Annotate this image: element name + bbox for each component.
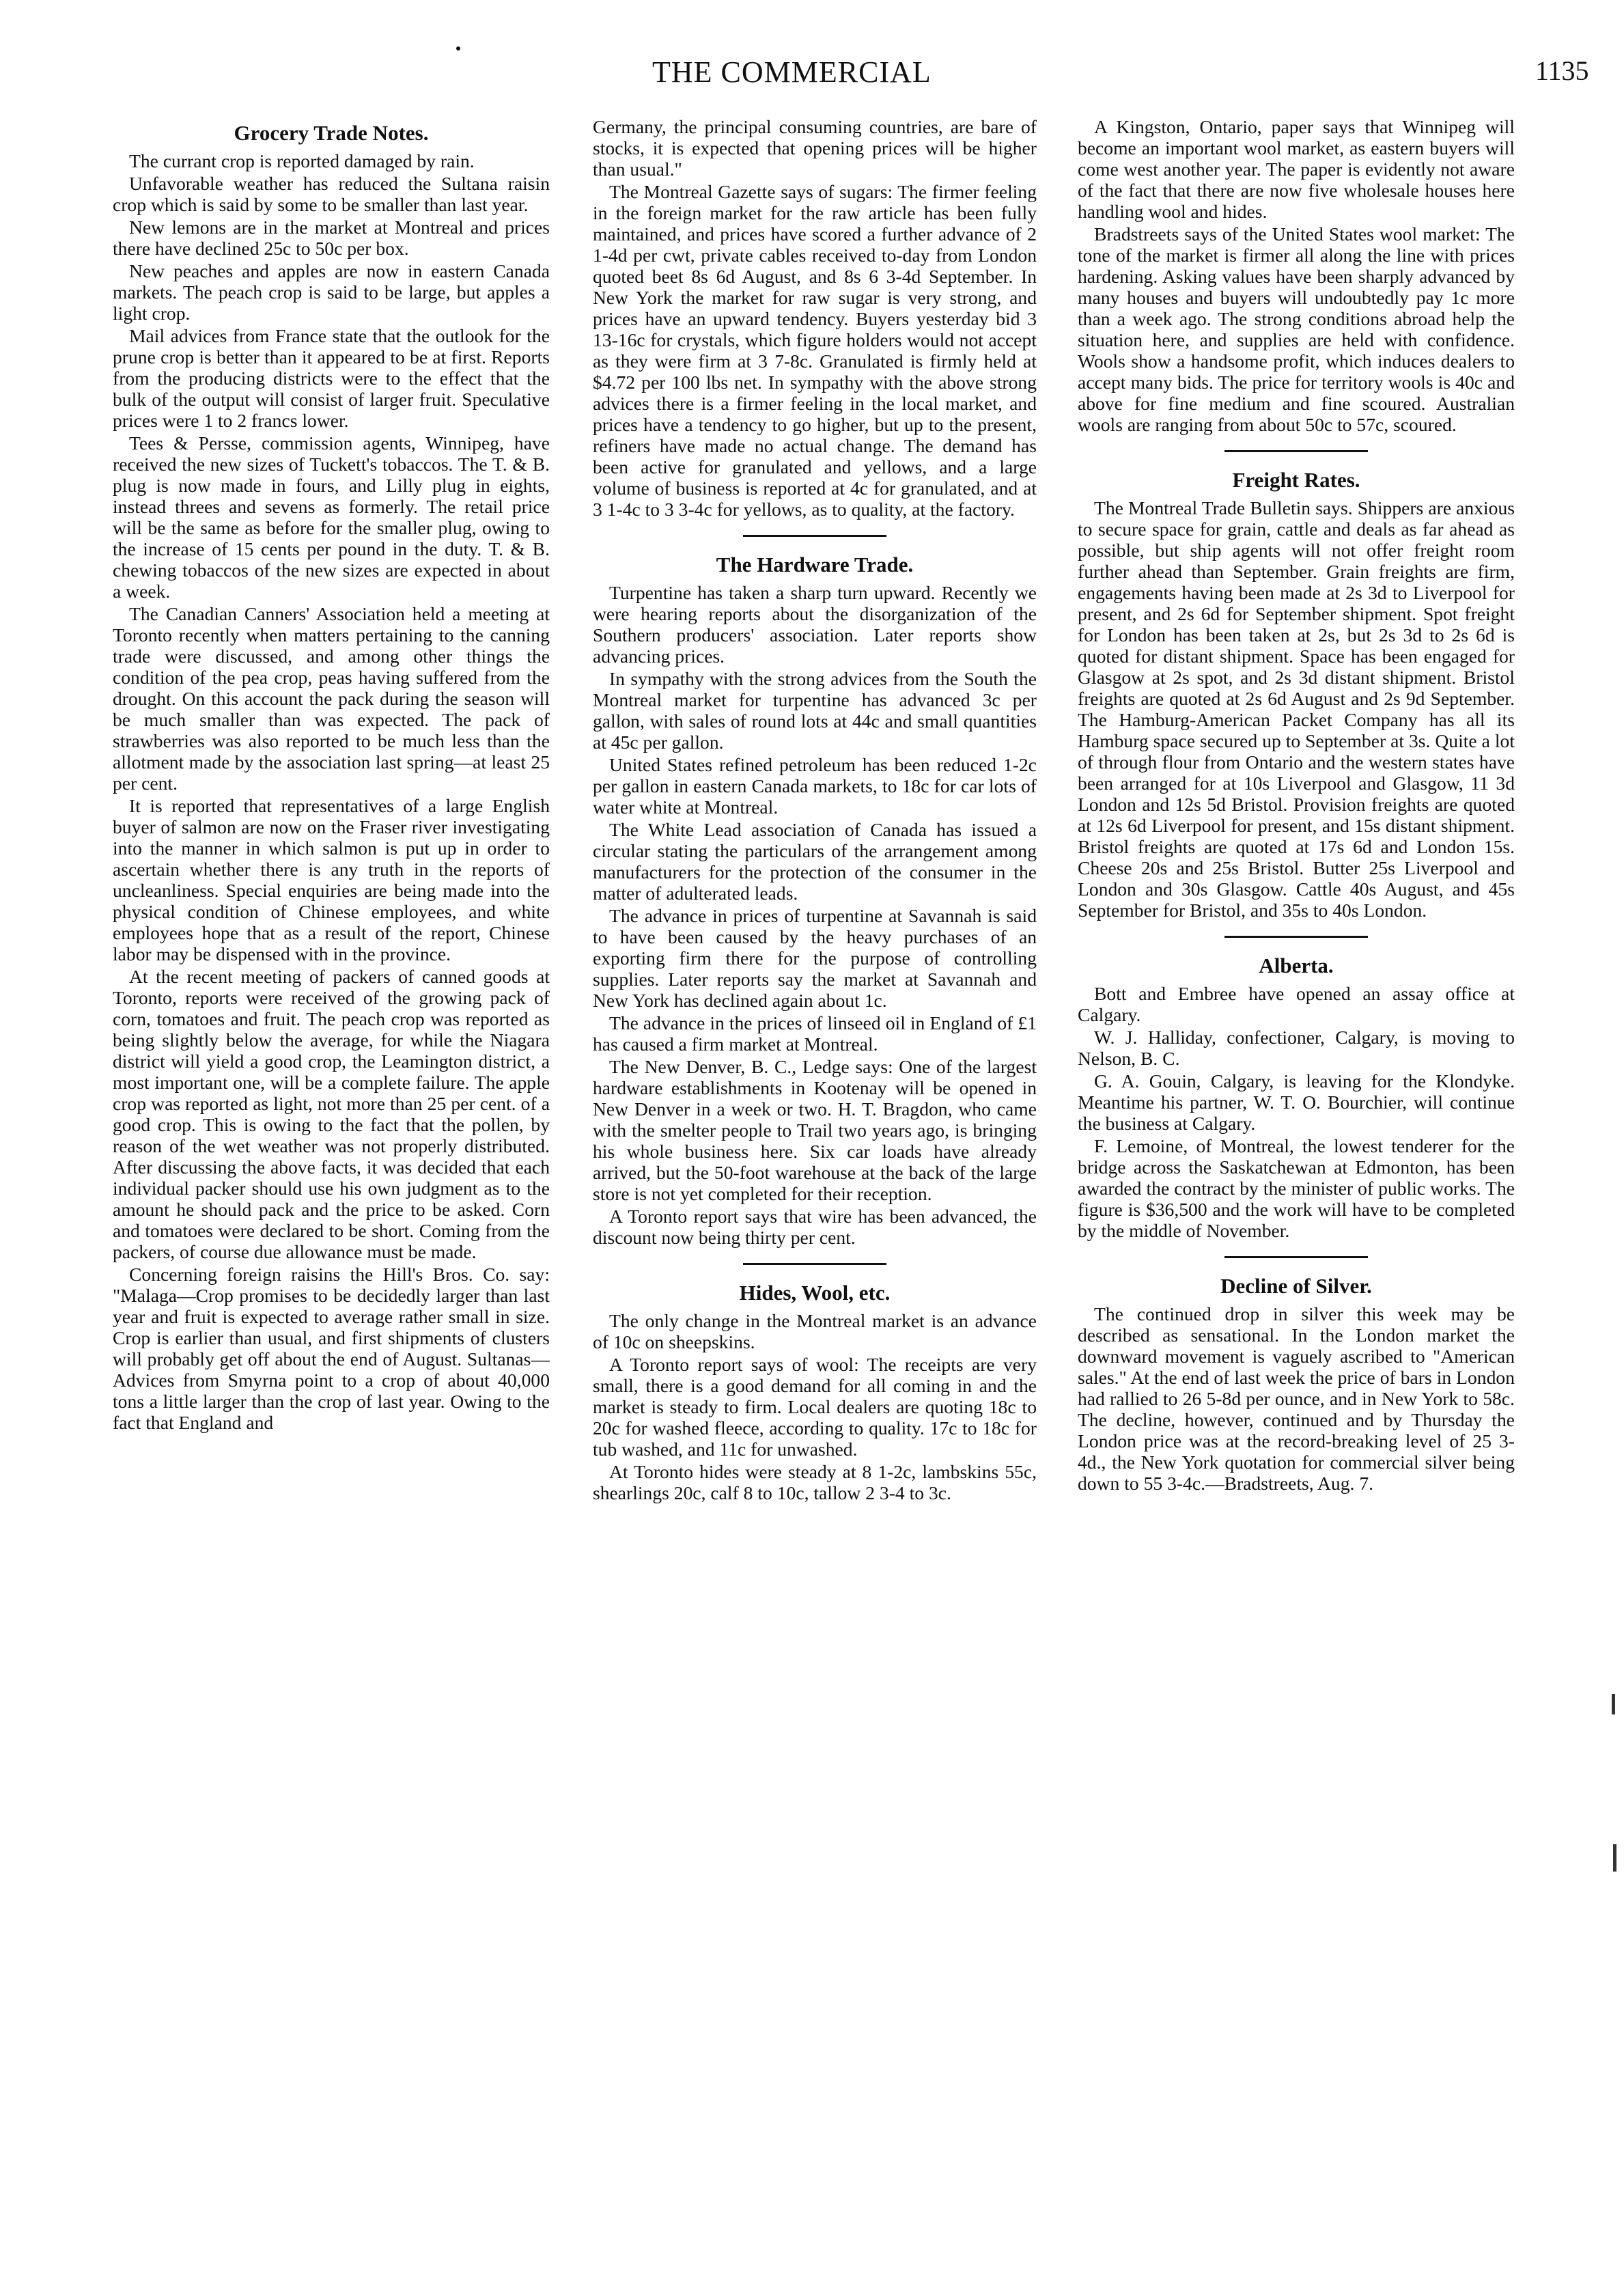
article-paragraph: New peaches and apples are now in eastern Canada markets. The peach crop is said to be large, but apples a light crop. bbox=[113, 260, 550, 324]
section-divider bbox=[1224, 450, 1368, 452]
page-number: 1135 bbox=[1535, 55, 1589, 86]
article-paragraph: At Toronto hides were steady at 8 1-2c, lambskins 55c, shearlings 20c, calf 8 to 10c, tallow 2 3-4 to 3c. bbox=[593, 1461, 1037, 1503]
section-heading: The Hardware Trade. bbox=[716, 553, 914, 576]
article-paragraph: Turpentine has taken a sharp turn upward. Recently we were hearing reports about the disorganization of the Southern producers' association. Later reports show advancing prices. bbox=[593, 582, 1037, 667]
article-paragraph: The Montreal Gazette says of sugars: The firmer feeling in the foreign market for the raw article has been fully maintained, and prices have scored a further advance of 2 1-4d per cwt, private cables received to-day from London quoted beet 8s 6d August, and 8s 6 3-4d September. In New York the market for raw sugar is very strong, and prices have an upward tendency. Buyers yesterday bid 3 13-16c for crystals, which figure holders would not accept as they were firm at 3 7-8c. Granulated is firmly held at $4.72 per 100 lbs net. In sympathy with the above strong advices there is a firmer feeling in the local market, and prices have a tendency to go higher, but up to the present, refiners have made no actual change. The demand has been active for granulated and yellows, and a large volume of business is reported at 4c for granulated, and at 3 1-4c to 3 3-4c for yellows, as to quality, at the factory. bbox=[593, 181, 1037, 520]
article-paragraph: United States refined petroleum has been reduced 1-2c per gallon in eastern Canada markets, to 18c for car lots of water white at Montreal. bbox=[593, 754, 1037, 818]
page-header bbox=[0, 55, 1624, 102]
article-paragraph: New lemons are in the market at Montreal and prices there have declined 25c to 50c per box. bbox=[113, 217, 550, 259]
section-divider bbox=[1224, 1256, 1368, 1258]
article-paragraph: Tees & Persse, commission agents, Winnipeg, have received the new sizes of Tuckett's tobaccos. The T. & B. plug is now made in fours, and Lilly plug in eights, instead threes and sevens as formerly. The retail price will be the same as before for the smaller plug, owing to the increase of 15 cents per pound in the duty. T. & B. chewing tobaccos of the new sizes are expected in about a week. bbox=[113, 432, 550, 602]
section-divider bbox=[743, 1263, 886, 1265]
article-paragraph: Concerning foreign raisins the Hill's Bros. Co. say: "Malaga—Crop promises to be decidedly larger than last year and fruit is expected to average rather small in size. Crop is earlier than usual, and first shipments of clusters will probably get off about the end of August. Sultanas—Advices from Smyrna point to a crop of about 40,000 tons a little larger than the crop of last year. Owing to the fact that England and bbox=[113, 1264, 550, 1433]
scan-edge-mark bbox=[1612, 1694, 1615, 1714]
article-paragraph: A Toronto report says of wool: The receipts are very small, there is a good demand for all coming in and the market is steady to firm. Local dealers are quoting 18c to 20c for washed fleece, according to quality. 17c to 18c for tub washed, and 11c for unwashed. bbox=[593, 1354, 1037, 1460]
article-paragraph: Unfavorable weather has reduced the Sultana raisin crop which is said by some to be smaller than last year. bbox=[113, 173, 550, 215]
ink-speck bbox=[456, 46, 460, 51]
article-paragraph: At the recent meeting of packers of canned goods at Toronto, reports were received of the growing pack of corn, tomatoes and fruit. The peach crop was reported as being slightly below the average, for while the Niagara district will yield a good crop, the Leamington district, a most important one, will be a complete failure. The apple crop was reported as light, not more than 25 per cent. of a good crop. This is owing to the fact that the pollen, by reason of the wet weather was not properly distributed. After discussing the above facts, it was decided that each individual packer should use his own judgment as to the amount he should pack and the price to be asked. Corn and tomatoes were declared to be short. Coming from the packers, of course due allowance must be made. bbox=[113, 966, 550, 1262]
article-paragraph: It is reported that representatives of a large English buyer of salmon are now on the Fraser river investigating into the manner in which salmon is put up in order to ascertain whether there is any truth in the reports of uncleanliness. Special enquiries are being made into the physical condition of Chinese employees, and white employees hope that as a result of the report, Chinese labor may be dispensed with in the province. bbox=[113, 795, 550, 964]
article-paragraph: Mail advices from France state that the outlook for the prune crop is better than it appeared to be at first. Reports from the producing districts were to the effect that the bulk of the output will consist of larger fruit. Speculative prices were 1 to 2 francs lower. bbox=[113, 325, 550, 431]
article-paragraph: G. A. Gouin, Calgary, is leaving for the Klondyke. Meantime his partner, W. T. O. Bourchier, will continue the business at Calgary. bbox=[1078, 1070, 1515, 1134]
article-paragraph: A Toronto report says that wire has been advanced, the discount now being thirty per cent. bbox=[593, 1206, 1037, 1248]
article-paragraph: Bradstreets says of the United States wool market: The tone of the market is firmer all along the line with prices hardening. Asking values have been sharply advanced by many houses and buyers will undoubtedly pay 1c more than a week ago. The strong conditions abroad help the situation here, and supplies are held with confidence. Wools show a handsome profit, which induces dealers to accept many bids. The price for territory wools is 40c and above for fine medium and fine scoured. Australian wools are ranging from about 50c to 57c, scoured. bbox=[1078, 223, 1515, 435]
article-paragraph: F. Lemoine, of Montreal, the lowest tenderer for the bridge across the Saskatchewan at Edmonton, has been awarded the contract by the minister of public works. The figure is $36,500 and the work will have to be completed by the middle of November. bbox=[1078, 1135, 1515, 1241]
article-paragraph: Germany, the principal consuming countries, are bare of stocks, it is expected that opening prices will be higher than usual." bbox=[593, 116, 1037, 180]
article-paragraph: The currant crop is reported damaged by rain. bbox=[129, 150, 475, 171]
article-paragraph: In sympathy with the strong advices from the South the Montreal market for turpentine has advanced 3c per gallon, with sales of round lots at 44c and small quantities at 45c per gallon. bbox=[593, 668, 1037, 753]
section-heading: Freight Rates. bbox=[1232, 468, 1360, 492]
article-paragraph: The White Lead association of Canada has issued a circular stating the particulars of the arrangement among manufacturers for the protection of the consumer in the matter of adulterated leads. bbox=[593, 819, 1037, 904]
article-paragraph: The New Denver, B. C., Ledge says: One of the largest hardware establishments in Kootenay will be opened in New Denver in a week or two. H. T. Bragdon, who came with the smelter people to Trail two years ago, is bringing his whole business here. Six car loads have already arrived, but the 50-foot warehouse at the back of the large store is not yet completed for their reception. bbox=[593, 1056, 1037, 1204]
section-heading: Alberta. bbox=[1259, 954, 1334, 977]
scan-edge-mark bbox=[1613, 1844, 1616, 1872]
section-divider bbox=[743, 535, 886, 537]
section-heading: Grocery Trade Notes. bbox=[234, 121, 429, 145]
publication-title: THE COMMERCIAL bbox=[652, 55, 932, 89]
column-3 bbox=[1078, 116, 1515, 1495]
article-paragraph: The only change in the Montreal market is an advance of 10c on sheepskins. bbox=[593, 1310, 1037, 1352]
column-2 bbox=[593, 116, 1037, 1505]
article-paragraph: The Canadian Canners' Association held a meeting at Toronto recently when matters pertaining to the canning trade were discussed, and among other things the condition of the pea crop, peas having suffered from the drought. On this account the pack during the season will be much smaller than was expected. The pack of strawberries was also reported to be much less than the allotment made by the association last spring—at least 25 per cent. bbox=[113, 603, 550, 794]
article-paragraph: The Montreal Trade Bulletin says. Shippers are anxious to secure space for grain, cattle and deals as far ahead as possible, but ship agents will not offer freight room further ahead than September. Grain freights are firm, engagements having been made at 2s 3d to Liverpool for present, and 2s 6d for September shipment. Spot freight for London has been taken at 2s, but 2s 3d to 2s 6d is quoted for distant shipment. Space has been engaged for Glasgow at 2s spot, and 2s 3d distant shipment. Bristol freights are quoted at 2s 6d August and 2s 9d September. The Hamburg-American Packet Company has all its Hamburg space secured up to September at 3s. Quite a lot of through flour from Ontario and the western states have been arranged for at 10s Liverpool and Glasgow, 11 3d London and 12s 5d Bristol. Provision freights are quoted at 12s 6d Liverpool for present, and 15s distant shipment. Bristol freights are quoted at 17s 6d and London 15s. Cheese 20s and 25s Bristol. Butter 25s Liverpool and London and 30s Glasgow. Cattle 40s August, and 45s September for Bristol, and 35s to 40s London. bbox=[1078, 497, 1515, 921]
section-divider bbox=[1224, 936, 1368, 938]
article-paragraph: The advance in prices of turpentine at Savannah is said to have been caused by the heavy purchases of an exporting firm there for the purpose of controlling supplies. Later reports say the market at Savannah and New York has declined again about 1c. bbox=[593, 905, 1037, 1011]
article-paragraph: The advance in the prices of linseed oil in England of £1 has caused a firm market at Montreal. bbox=[593, 1012, 1037, 1055]
article-paragraph: W. J. Halliday, confectioner, Calgary, is moving to Nelson, B. C. bbox=[1078, 1027, 1515, 1069]
section-heading: Hides, Wool, etc. bbox=[739, 1281, 891, 1305]
column-1 bbox=[113, 116, 550, 1434]
article-paragraph: A Kingston, Ontario, paper says that Winnipeg will become an important wool market, as eastern buyers will come west another year. The paper is evidently not aware of the fact that there are now five wholesale houses here handling wool and hides. bbox=[1078, 116, 1515, 222]
section-heading: Decline of Silver. bbox=[1220, 1274, 1372, 1298]
article-paragraph: Bott and Embree have opened an assay office at Calgary. bbox=[1078, 983, 1515, 1025]
article-paragraph: The continued drop in silver this week may be described as sensational. In the London market the downward movement is vaguely ascribed to "American sales." At the end of last week the price of bars in London had rallied to 26 5-8d per ounce, and in New York to 58c. The decline, however, continued and by Thursday the London price was at the record-breaking level of 25 3-4d., the New York quotation for commercial silver being down to 55 3-4c.—Bradstreets, Aug. 7. bbox=[1078, 1303, 1515, 1494]
